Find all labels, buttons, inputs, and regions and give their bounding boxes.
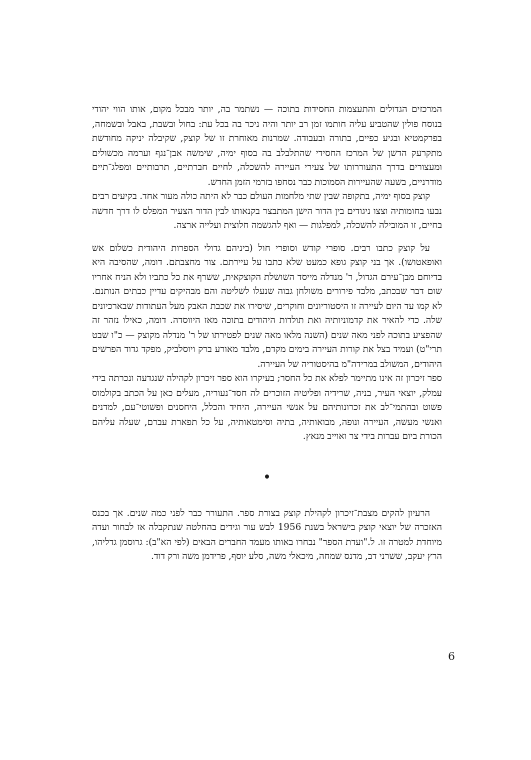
page-body bbox=[92, 103, 442, 565]
paragraph-4: ספר זיכרון זה אינו מתיימר לפלא את כל החסר; בעיקרו הוא ספר זיכרון לקהילה שנגדעה ונכרתה בידי עמלק, יוצאי העיר, בניה, שרידיה ופליטיה הזוכרים לה חסד־נעוריה, מעלים כאן על הכתב בקולמוס פשוט ובהתמי־לב את זכרונותיהם על אנשי העיירה, היחיד והכלל, היחסנים ופשוטי־עם, למדנים ואנשי מעשה, העיירה ונופה, מבואותיה, בתיה וסימטאותיה, על כל תפארת עברם, שעלה עליהם הכורת ביום עברות בידי צר ואוייב מנאץ. bbox=[92, 373, 442, 442]
page-number: 6 bbox=[448, 650, 455, 663]
paragraph-3: על קוצק כתבו רבים. סופרי קודש וסופרי חול (ביניהם גדולי הספרות היהודית כשלום אש ואופאטושו). אך בני קוצק גופא כמעט שלא כתבו על עיירתם. צור מחצבתם. דומה, שהסיבה היא בדיוחם מבן־עירם הגדול, ר' מנדלה מייסד השושלת הקוצקאית, ששרף את כל כתביו ולא הניח אחריו שום דבר שבכתב, מלבד פירורים משולחן גבוה שנעלו לשליטה והם מבהיקים עדיין כבתים הנותנם. לא קמו עד היום לעיירה זו היסטוריונים וחוקרים, שיסירו את שכבת האבק מעל העתודות שבארכיונים שלה. כדי להאיר את קדמוניותיה ואת תולדות היהודים בתוכה מאז היווסדה. דומה, כאילו נזהר זה שהפציע בתוכה לפני מאה שנים (השנה מלאו מאה שנים לפטירתו של ר' מנדלה מקוצק — כ"ו שבט תרי"ט) ועמיד בצל את קורות העיירה בימים מקדם, מלבד מאורע ברק ויוסלביק, מפקד גדוד הפרשים היהודים, המשולב במרידה"מ בהיסטוריה של העיירה. bbox=[92, 242, 442, 370]
section-separator: • bbox=[262, 469, 272, 486]
paragraph-1: המרכזים הגדולים והתעצמות החסידות בתוכה — נשתמר בה, יותר מבכל מקום, אותו הווי יהודי בנוסח פולין שהטביע עליה חותמו זמן רב יותר והיה ניכר בה בכל עת: בחול ובשבת, באבל ובשמחה, בפרקמטיא ובגיע כפיים, בתורה ובעבודה. שמרנות מאוחרת זו של קוצק, שקיבלה יניקה מחודשת מתקרעק הדשן של המרכז החסידי שהתלבלב בה בסוף ימיה, שימשה אבן־נגף וערמה מכשולים ומעצורים בדרך התעוררותו של צעירי העיירה להשכלה, לחיים חברתיים, תרבותיים ומפלג־תיים מודרניים, בשעה שהעיירות הסמוכות כבר נסחפו בזרמי הזמן החדש. bbox=[92, 104, 442, 188]
paragraph-gap bbox=[92, 234, 442, 242]
paragraph-closing: הרעיון להקים מצבת־זיכרון לקהילת קוצק בצורת ספר. התעורר כבר לפני כמה שנים. אך בכנס האזכרה של יוצאי קוצק בישראל בשנת 1956 לבש עור וגידים בהחלטה שנתקבלה אז לבחור ועדה מיוחדת למטרה זו. ל."ועדת הספר" נבחרו באותו מעמד החברים הבאים (לפי הא"ב): גרוסמן גדליהו, הרץ יעקב, ששרני דב, מדנס שמחה, מיכאלי משה, סלע יוסף, פרידמן משה ורק דוד. bbox=[92, 507, 442, 562]
paragraph-2: קוצק בסוף ימיה, בתקופה שבין שתי מלחמות העולם כבר לא היתה כולה מעור אחד. בקיעים רבים נבעו בחומותיה וצצו ניגודים בין הדור הישן המתבצר בקנאותו לבין הדור הצעיר המפלס לו דרך חדשה בחיים, זו המובילה להשכלה, למפלגות — ואף להגשמה חלוצית ועלייה ארצה. bbox=[92, 191, 442, 231]
